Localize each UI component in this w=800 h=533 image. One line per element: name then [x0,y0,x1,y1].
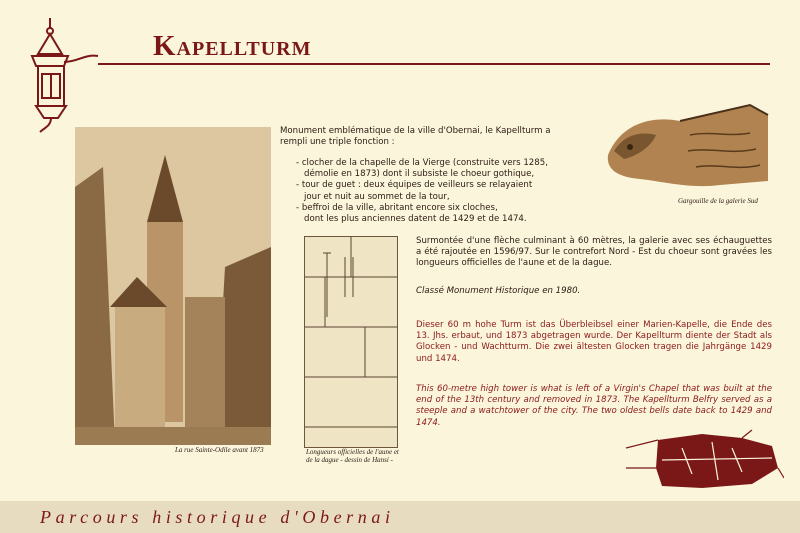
lantern-ornament-icon [22,14,104,136]
bullet-line: - tour de guet : deux équipes de veilleurs se relayaient [296,180,533,191]
aune-dague-sketch [304,236,398,448]
english-description: This 60-metre high tower is what is left of a Virgin's Chapel that was built at the end of the 13th century and removed in 1873. The Kapellturm Belfry served as a steeple and a watchtower of the city. The two oldest bells date back to 1429 and 1474. [416,384,772,428]
credit-fineprint [776,440,796,492]
town-map-icon [622,428,784,492]
historic-street-illustration [75,127,271,445]
page-title: Kapellturm [153,30,312,62]
sketch-caption: Longueurs officielles de l'aune et de la dague - dessin de Hansi - [306,448,399,464]
intro-text: Monument emblématique de la ville d'Obernai, le Kapellturm a rempli une triple fonction : [280,126,551,148]
bullet-line: - clocher de la chapelle de la Vierge (construite vers 1285, [296,158,548,168]
bullet-line: jour et nuit au sommet de la tour, [304,191,450,202]
bullet-line: dont les plus anciennes datent de 1429 et de 1474. [304,214,527,225]
german-description: Dieser 60 m hohe Turm ist das Überbleibsel einer Marien-Kapelle, die Ende des 13. Jhs. erbaut, und 1873 abgetragen wurde. Der Kapellturm diente der Stadt als Glocken - und Wachtturm. Die zwei ältesten Glocken tragen die Jahrgänge 1429 und 1474. [416,320,772,364]
gargoyle-illustration [600,85,770,191]
french-description: Surmontée d'une flèche culminant à 60 mètres, la galerie avec ses échauguettes a été rajoutée en 1596/97. Sur le contrefort Nord - Est du choeur sont gravées les longueurs officielles de l'aune et de la dague. [416,236,772,269]
footer-title: Parcours historique d'Obernai [40,507,395,527]
bullet-line: démolie en 1873) dont il subsiste le choeur gothique, [304,169,535,180]
bullet-line: - beffroi de la ville, abritant encore six cloches, [296,202,498,213]
bullet-list [296,158,586,225]
gargoyle-caption: Gargouille de la galerie Sud [678,197,758,205]
main-photo-caption: La rue Sainte-Odile avant 1873 [175,446,264,454]
classification-note: Classé Monument Historique en 1980. [416,286,581,296]
title-divider [98,63,770,65]
